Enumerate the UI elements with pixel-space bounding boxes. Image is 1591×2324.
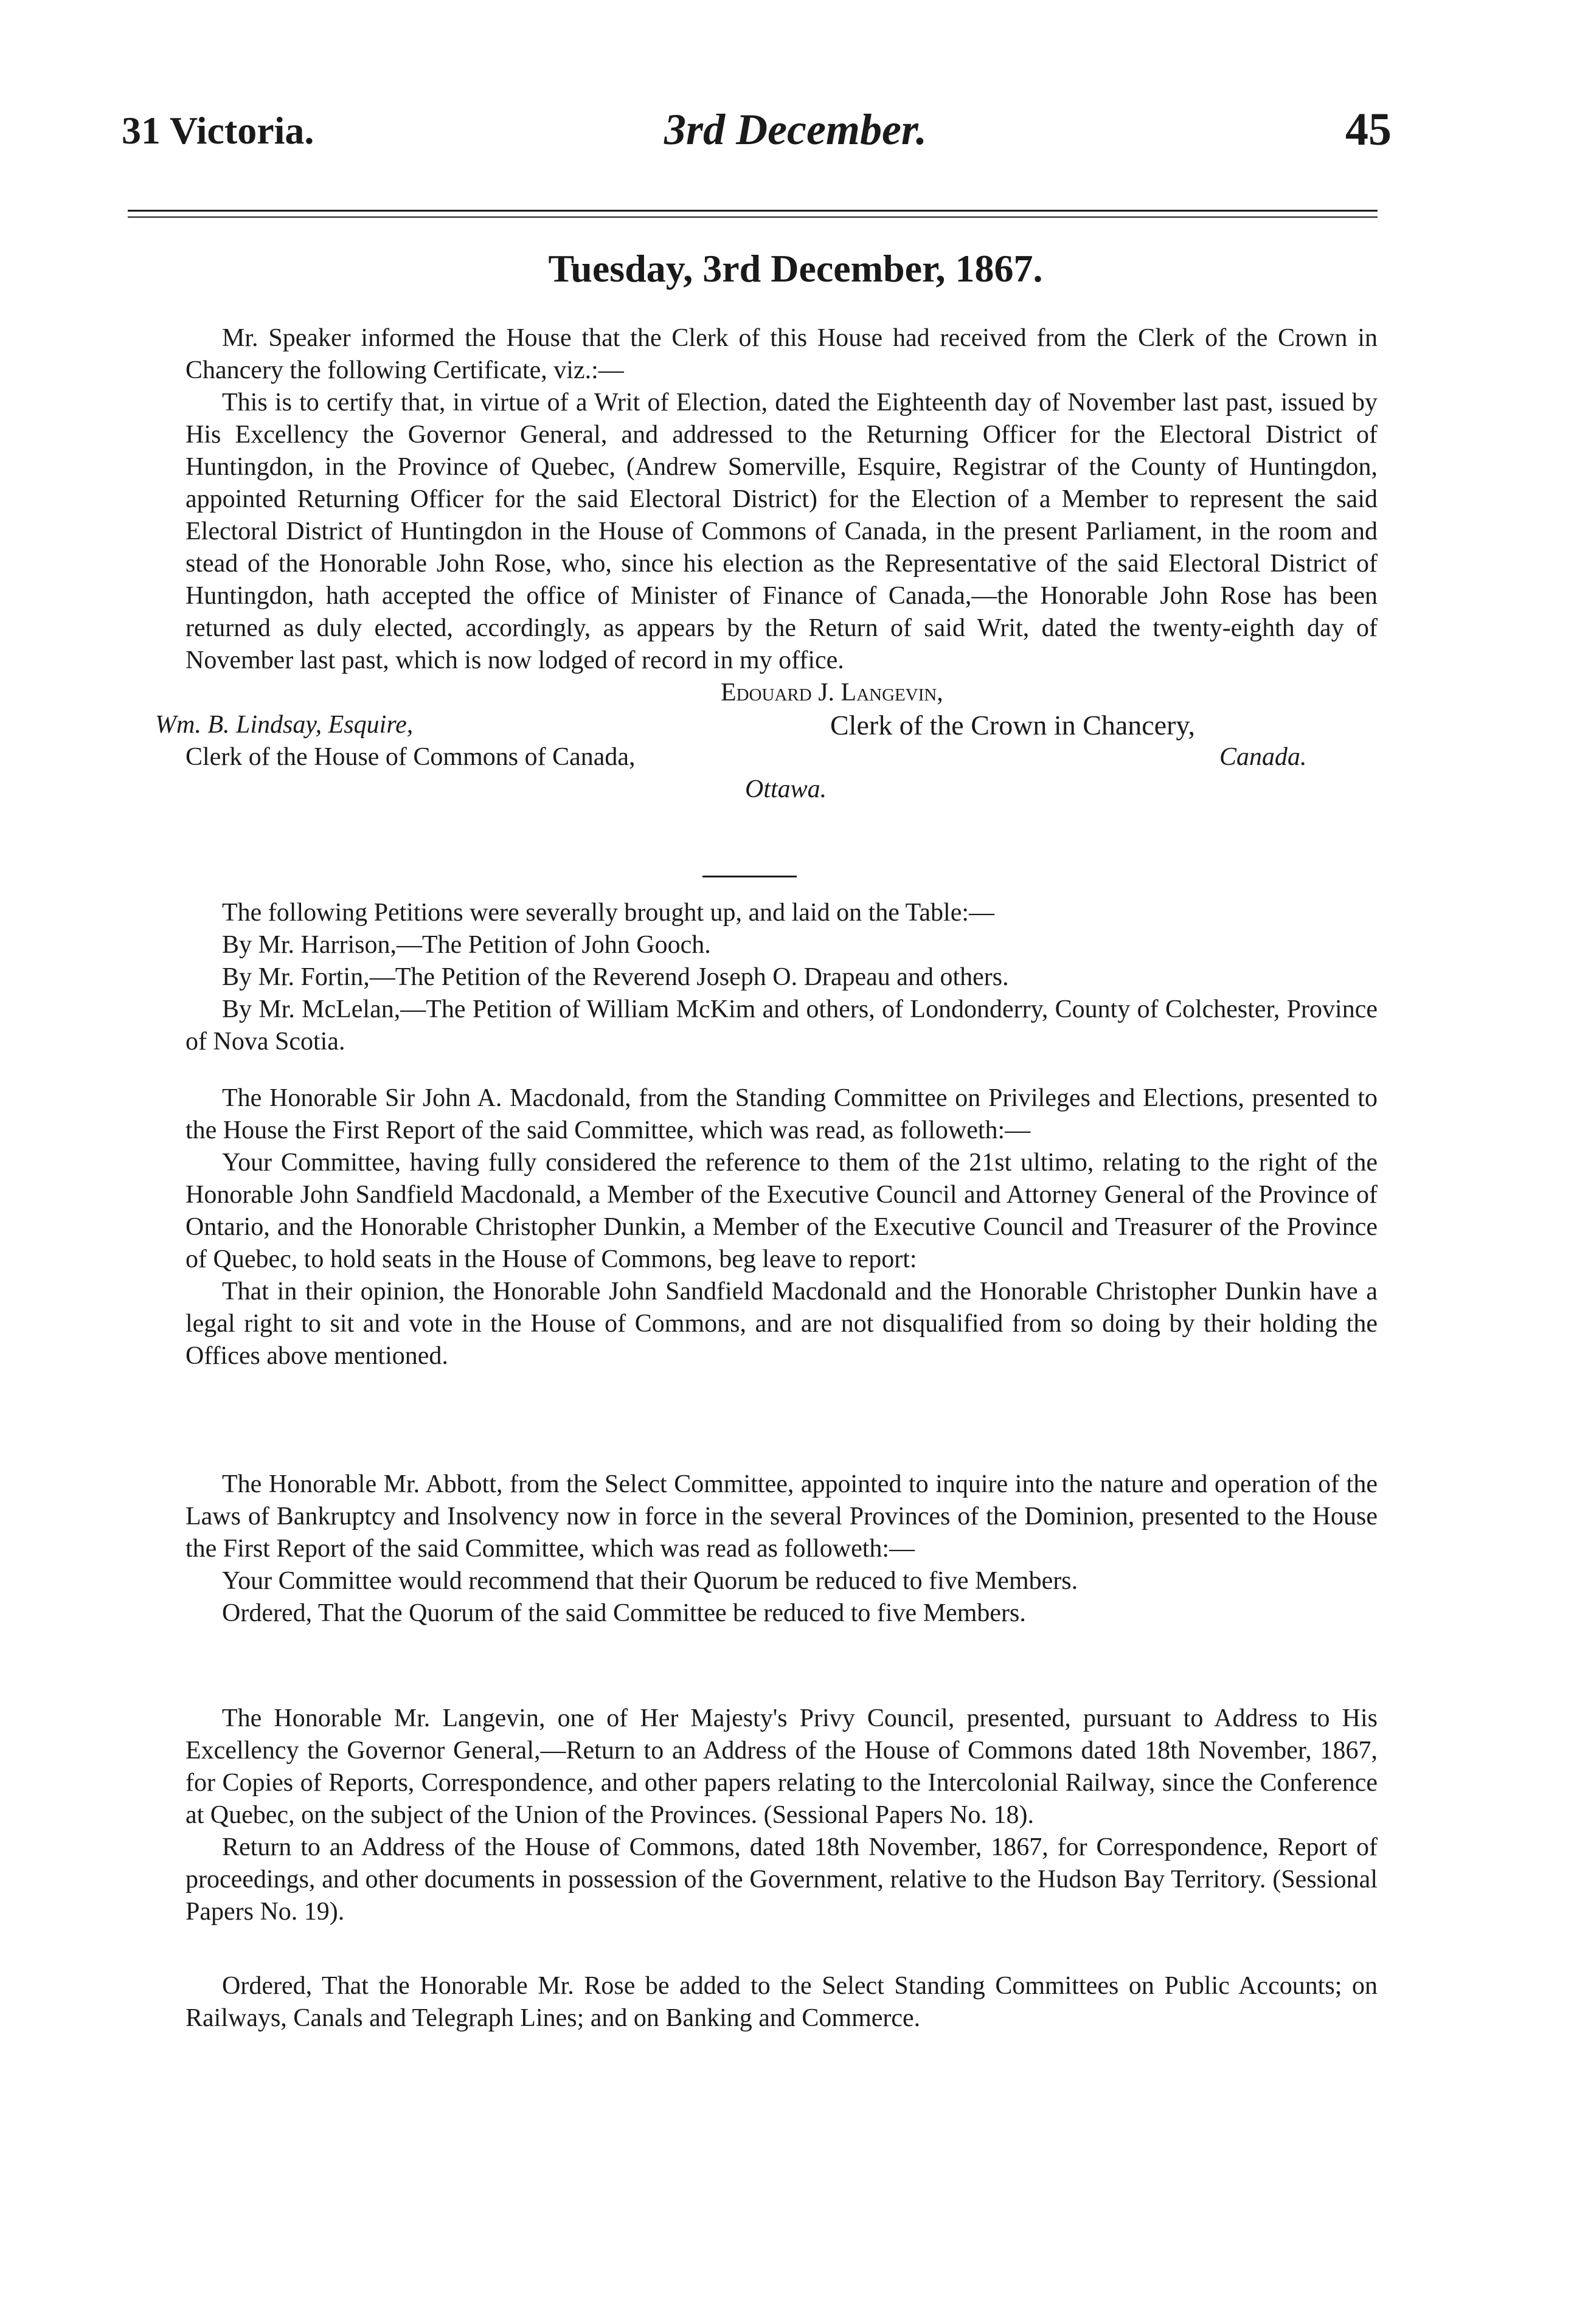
bankruptcy-report-recommendation: Your Committee would recommend that their Quorum be reduced to five Members. bbox=[222, 1567, 1078, 1595]
final-order: Ordered, That the Honorable Mr. Rose be added to the Select Standing Committees on Public Accounts; on Railways, Canals and Telegraph Lines; and on Banking and Commerce. bbox=[185, 1972, 1378, 2032]
addressee: Wm. B. Lindsay, Esquire, bbox=[155, 711, 414, 739]
final-order-section bbox=[185, 1970, 1378, 2035]
privileges-report-section bbox=[185, 1082, 1378, 1372]
privileges-report-intro: The Honorable Sir John A. Macdonald, from the Standing Committee on Privileges and Elections, presented to the House the First Report of the said Committee, which was read, as followeth:— bbox=[185, 1084, 1378, 1144]
petitions-section bbox=[185, 897, 1378, 1058]
signature-row-1 bbox=[185, 677, 1378, 709]
speaker-notice: Mr. Speaker informed the House that the Clerk of this House had received from the Clerk of the Crown in Chancery the following Certificate, viz.:— bbox=[185, 324, 1378, 384]
place: Ottawa. bbox=[745, 775, 827, 803]
signatory-role: Clerk of the Crown in Chancery, bbox=[830, 710, 1195, 741]
bankruptcy-report-section bbox=[185, 1468, 1378, 1630]
jurisdiction: Canada. bbox=[1219, 743, 1307, 771]
sitting-title: Tuesday, 3rd December, 1867. bbox=[548, 247, 1043, 290]
privileges-report-reference: Your Committee, having fully considered the reference to them of the 21st ultimo, relating to the right of the Honorable John Sandfield Macdonald, a Member of the Executive Council and Attorney General of the Province of Ontario, and the Honorable Christopher Dunkin, a Member of the Executive Council and Treasurer of the Province of Quebec, to hold seats in the House of Commons, beg leave to report: bbox=[185, 1149, 1378, 1273]
petition-item: By Mr. Harrison,—The Petition of John Gooch. bbox=[222, 931, 711, 959]
petitions-intro: The following Petitions were severally brought up, and laid on the Table:— bbox=[222, 899, 995, 927]
header-rule-top bbox=[128, 210, 1378, 212]
privileges-report-finding: That in their opinion, the Honorable John Sandfield Macdonald and the Honorable Christopher Dunkin have a legal right to sit and vote in the House of Commons, and are not disqualified from so doing by their holding the Offices above mentioned. bbox=[185, 1278, 1378, 1370]
intercolonial-return: The Honorable Mr. Langevin, one of Her Majesty's Privy Council, presented, pursuant to Address to His Excellency the Governor General,—Return to an Address of the House of Commons dated 18th November, 1867, for Copies of Reports, Correspondence, and other papers relating to the Intercolonial Railway, since the Conference at Quebec, on the subject of the Union of the Provinces. (Sessional Papers No. 18). bbox=[185, 1704, 1378, 1829]
signature-row-3 bbox=[185, 741, 1378, 773]
signature-row-2 bbox=[155, 709, 1378, 741]
regnal-year: 31 Victoria. bbox=[122, 109, 314, 152]
running-date: 3rd December. bbox=[664, 105, 927, 154]
addressee-title: Clerk of the House of Commons of Canada, bbox=[185, 743, 636, 771]
header-rule-bottom bbox=[128, 216, 1378, 218]
bankruptcy-report-order: Ordered, That the Quorum of the said Committee be reduced to five Members. bbox=[222, 1599, 1026, 1627]
signature-row-4 bbox=[185, 773, 1378, 806]
section-divider bbox=[702, 876, 797, 877]
hudson-bay-return: Return to an Address of the House of Commons, dated 18th November, 1867, for Correspondence, Report of proceedings, and other documents in possession of the Government, relative to the Hudson Bay Territory. (Sessional Papers No. 19). bbox=[185, 1833, 1378, 1926]
returns-section bbox=[185, 1703, 1378, 1928]
page-number: 45 bbox=[1345, 104, 1392, 155]
signatory-name: Edouard J. Langevin, bbox=[721, 679, 943, 707]
petition-item: By Mr. McLelan,—The Petition of William McKim and others, of Londonderry, County of Colchester, Province of Nova Scotia. bbox=[185, 995, 1378, 1056]
certificate-text: This is to certify that, in virtue of a Writ of Election, dated the Eighteenth day of November last past, issued by His Excellency the Governor General, and addressed to the Returning Officer for the Electoral District of Huntingdon, in the Province of Quebec, (Andrew Somerville, Esquire, Registrar of the County of Huntingdon, appointed Returning Officer for the said Electoral District) for the Election of a Member to represent the said Electoral District of Huntingdon in the House of Commons of Canada, in the present Parliament, in the room and stead of the Honorable John Rose, who, since his election as the Representative of the said Electoral District of Huntingdon, hath accepted the office of Minister of Finance of Canada,—the Honorable John Rose has been returned as duly elected, accordingly, as appears by the Return of said Writ, dated the twenty-eighth day of November last past, which is now lodged of record in my office. bbox=[185, 389, 1378, 674]
certificate-section bbox=[155, 322, 1378, 806]
petition-item: By Mr. Fortin,—The Petition of the Reverend Joseph O. Drapeau and others. bbox=[222, 963, 1009, 991]
bankruptcy-report-intro: The Honorable Mr. Abbott, from the Select Committee, appointed to inquire into the nature and operation of the Laws of Bankruptcy and Insolvency now in force in the several Provinces of the Dominion, presented to the House the First Report of the said Committee, which was read as followeth:— bbox=[185, 1470, 1378, 1563]
